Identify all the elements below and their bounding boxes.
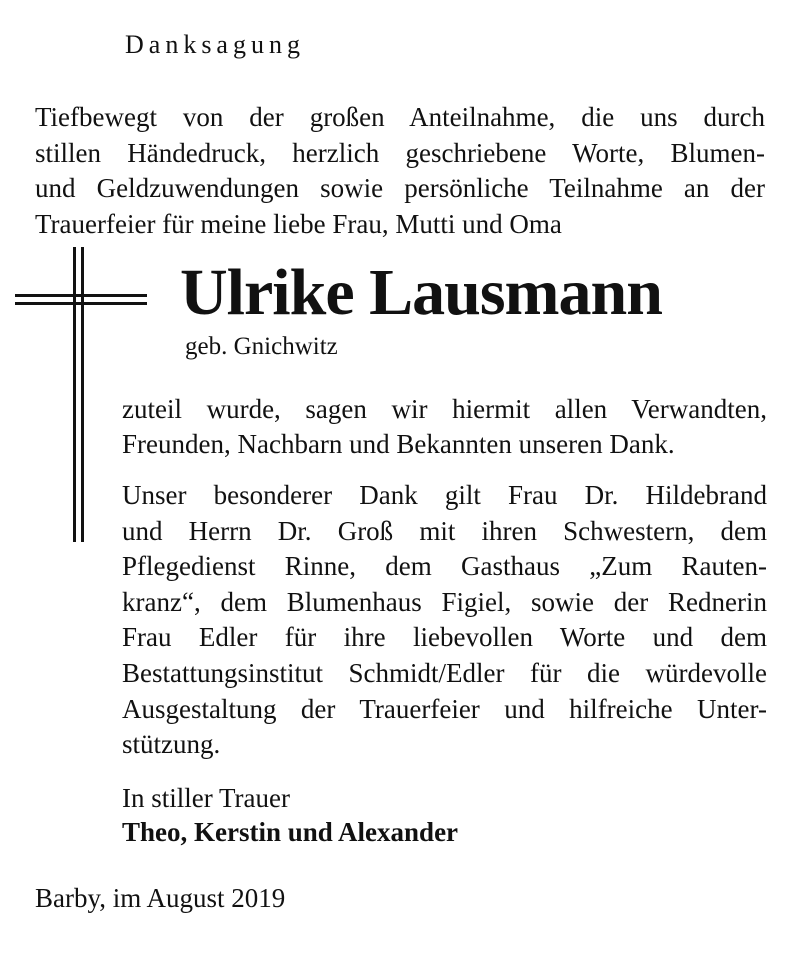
- special-thanks-line: stützung.: [122, 729, 221, 760]
- deceased-name: Ulrike Lausmann: [180, 256, 662, 329]
- mourning-line: In stiller Trauer: [122, 783, 290, 813]
- special-thanks-line: und Herrn Dr. Groß mit ihren Schwestern, dem: [122, 515, 767, 546]
- special-thanks-line: kranz“, dem Blumenhaus Figiel, sowie der Rednerin: [122, 586, 767, 617]
- signers: Theo, Kerstin und Alexander: [122, 817, 459, 847]
- thanks-line: zuteil wurde, sagen wir hiermit allen Verwandten,: [122, 394, 767, 424]
- birth-name: geb. Gnichwitz: [185, 333, 338, 360]
- special-thanks-line: Unser besonderer Dank gilt Frau Dr. Hildebrand: [122, 480, 767, 510]
- intro-paragraph: [35, 100, 765, 242]
- intro-line: und Geldzuwendungen sowie persönliche Teilnahme an der: [35, 173, 765, 203]
- thanks-paragraph: [122, 392, 767, 462]
- special-thanks-line: Frau Edler für ihre liebevollen Worte und dem: [122, 622, 767, 653]
- special-thanks-line: Ausgestaltung der Trauerfeier und hilfreiche Unter-: [122, 693, 767, 724]
- special-thanks-paragraph: [122, 478, 767, 763]
- heading: Danksagung: [125, 30, 305, 59]
- intro-line: Tiefbewegt von der großen Anteilnahme, die uns durch: [35, 102, 765, 132]
- place-date: Barby, im August 2019: [35, 883, 286, 913]
- intro-line: Trauerfeier für meine liebe Frau, Mutti und Oma: [35, 208, 562, 239]
- special-thanks-line: Bestattungsinstitut Schmidt/Edler für die würdevolle: [122, 657, 767, 688]
- thanks-line: Freunden, Nachbarn und Bekannten unseren Dank.: [122, 429, 675, 459]
- special-thanks-line: Pflegedienst Rinne, dem Gasthaus „Zum Rauten-: [122, 551, 767, 582]
- intro-line: stillen Händedruck, herzlich geschriebene Worte, Blumen-: [35, 137, 765, 168]
